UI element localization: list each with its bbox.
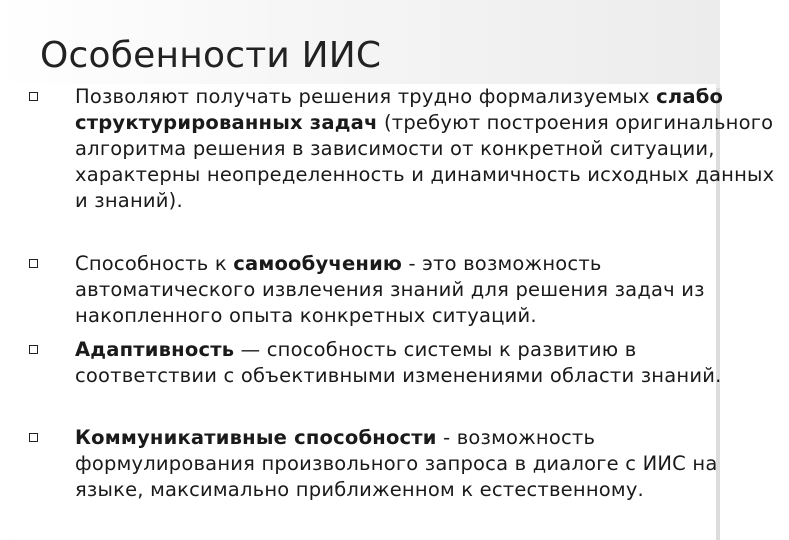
bullet-text-bold: слабо структурированных задач xyxy=(75,85,724,134)
bullet-text-post: - возможность формулирования произвольного запроса в диалоге с ИИС на языке, максимально приближенном к естественному. xyxy=(75,426,718,501)
square-bullet-icon xyxy=(29,92,38,101)
bullet-text-post: - это возможность автоматического извлечения знаний для решения задач из накопленного опыта конкретных ситуаций. xyxy=(75,252,705,327)
bullet-item xyxy=(10,425,789,503)
square-bullet-icon xyxy=(29,259,38,268)
bullet-text-pre: Способность к xyxy=(75,252,234,275)
content-panel xyxy=(10,84,775,540)
bullet-text-bold: самообучению xyxy=(233,252,403,275)
bullet-text-pre: Позволяют получать решения трудно формализуемых xyxy=(75,85,657,108)
bullet-text-post: (требуют построения оригинального алгоритма решения в зависимости от конкретной ситуации, характерны неопределенность и динамичность исходных данных и знаний). xyxy=(75,111,775,212)
bullet-item xyxy=(10,337,789,389)
bullet-text-post: — способность системы к развитию в соответствии с объективными изменениями области знаний. xyxy=(75,338,722,387)
bullet-text-bold: Адаптивность xyxy=(75,338,235,361)
square-bullet-icon xyxy=(29,433,38,442)
square-bullet-icon xyxy=(29,345,38,354)
bullet-item xyxy=(10,84,789,214)
bullet-text-bold: Коммуникативные способности xyxy=(75,426,437,449)
bullet-item xyxy=(10,251,789,329)
slide-title: Особенности ИИС xyxy=(40,35,382,76)
